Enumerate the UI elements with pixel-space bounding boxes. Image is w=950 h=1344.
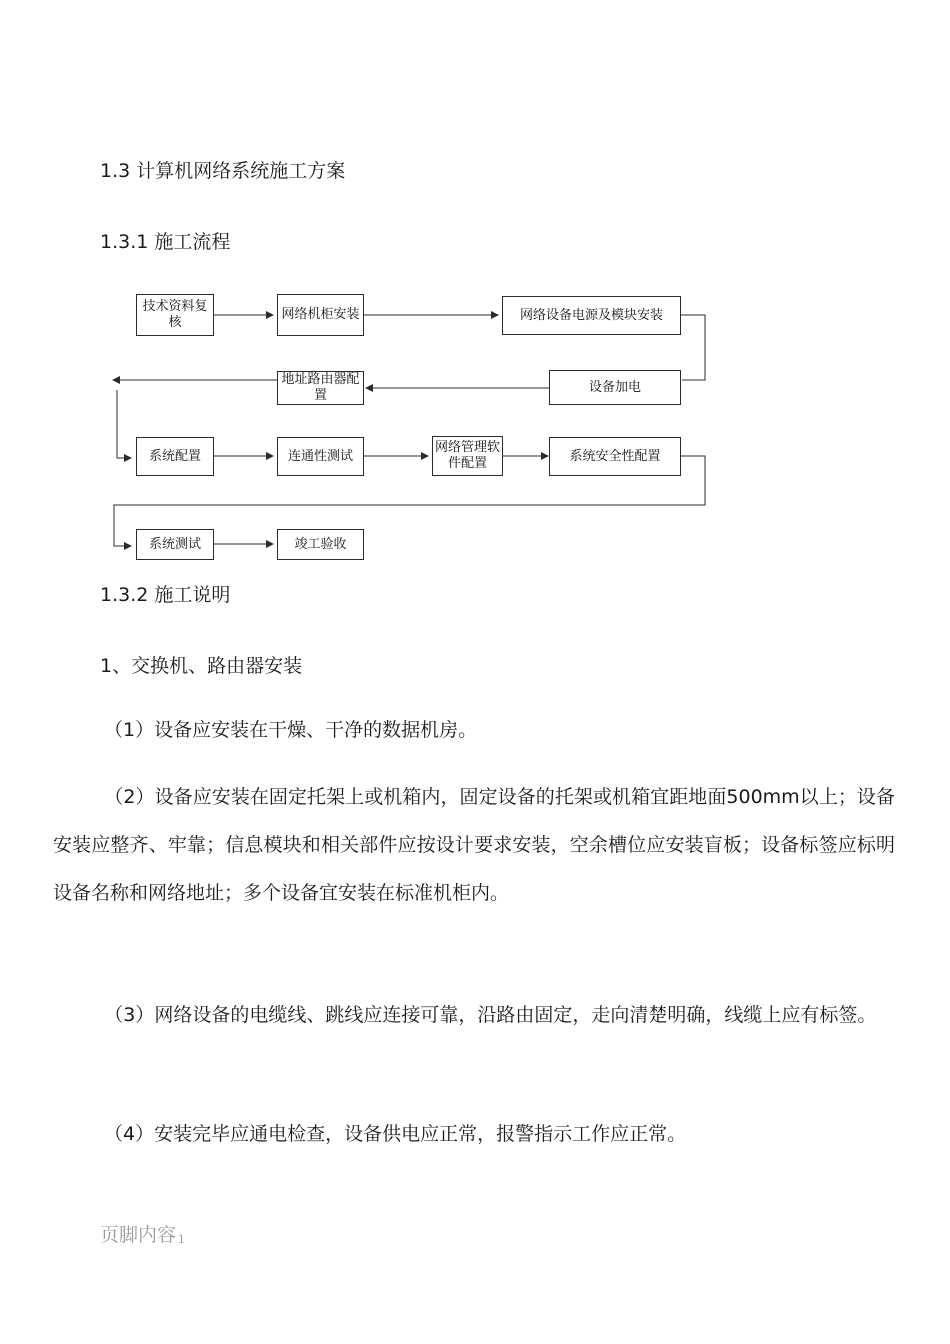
- flow-box-system-config: 系统配置: [136, 437, 214, 476]
- section-title: 1、交换机、路由器安装: [100, 655, 303, 677]
- item-2: （2）设备应安装在固定托架上或机箱内，固定设备的托架或机箱宜距地面500mm以上；设备安装应整齐、牢靠；信息模块和相关部件应按设计要求安装，空余槽位应安装盲板；设备标签应标明设备名称和网络地址；多个设备宜安装在标准机柜内。: [53, 786, 895, 904]
- item-3: （3）网络设备的电缆线、跳线应连接可靠，沿路由固定，走向清楚明确，线缆上应有标签。: [104, 1004, 877, 1026]
- flow-box-connectivity-test: 连通性测试: [277, 437, 364, 476]
- heading-1-3-1: 1.3.1 施工流程: [100, 231, 231, 253]
- flow-box-router-config: 地址路由器配置: [277, 371, 364, 405]
- flow-box-security-config: 系统安全性配置: [549, 437, 681, 476]
- flow-box-nms-config: 网络管理软件配置: [432, 436, 503, 476]
- item-4: （4）安装完毕应通电检查，设备供电应正常，报警指示工作应正常。: [104, 1123, 687, 1145]
- flow-box-power-on: 设备加电: [549, 370, 681, 405]
- footer-text: 页脚内容: [100, 1224, 177, 1246]
- flow-box-cabinet-install: 网络机柜安装: [277, 294, 364, 336]
- page-footer: [100, 1220, 185, 1247]
- flow-box-tech-review: 技术资料复核: [136, 294, 214, 336]
- flow-box-power-module-install: 网络设备电源及模块安装: [502, 296, 681, 335]
- flow-box-system-test: 系统测试: [136, 529, 214, 560]
- flow-box-acceptance: 竣工验收: [277, 529, 364, 560]
- heading-1-3-2: 1.3.2 施工说明: [100, 584, 231, 606]
- page-number: 1: [178, 1233, 186, 1246]
- heading-1-3: 1.3 计算机网络系统施工方案: [100, 160, 346, 182]
- item-1: （1）设备应安装在干燥、干净的数据机房。: [104, 719, 478, 741]
